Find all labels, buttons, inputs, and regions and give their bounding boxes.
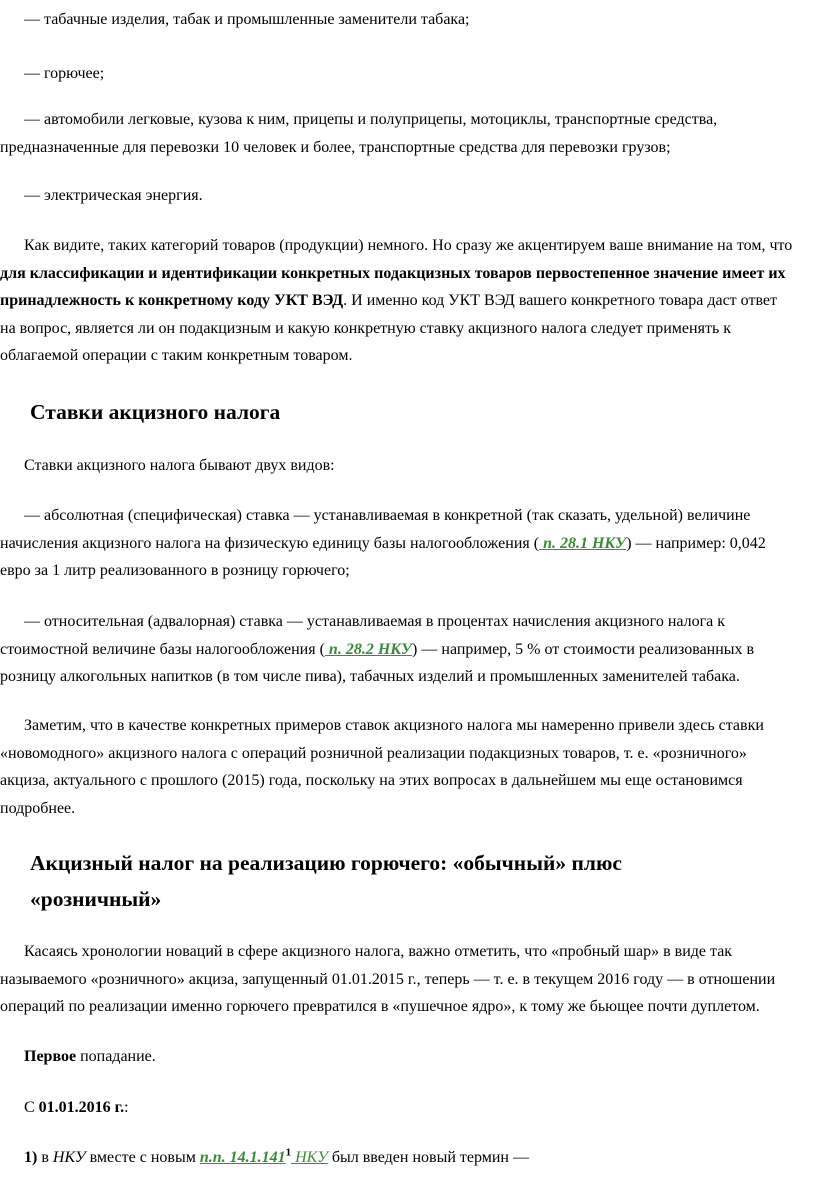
paragraph-text: — абсолютная (специфическая) ставка — устанавливаемая в конкретной (так сказать, удельной) величине [24,507,751,524]
paragraph-text: акциза, актуального с прошлого (2015) года, поскольку на этих вопросах в дальнейшем мы еще остановимся [0,772,743,789]
list-item-text: предназначенные для перевозки 10 человек и более, транспортные средства для перевозки грузов; [0,138,671,156]
paragraph-text: розницу алкогольных напитков (в том числе пива), табачных изделий и промышленных заменителей табака. [0,668,740,685]
paragraph-text: . И именно код УКТ ВЭД вашего конкретного товара даст ответ [343,292,777,309]
list-item-electricity [24,182,816,210]
list-item-text: — горючее; [24,65,105,82]
paragraph-text: С [24,1099,39,1116]
paragraph-text: попадание. [76,1048,156,1065]
heading-line: Акцизный налог на реализацию горючего: «обычный» плюс [30,851,622,875]
paragraph-first-hit [24,1043,816,1071]
paragraph-text: в [37,1149,53,1166]
paragraph-text: — относительная (адвалорная) ставка — устанавливаемая в процентах начисления акцизного налога к [24,613,726,630]
heading-line: «розничный» [30,887,162,911]
bold-emphasis: Первое [24,1048,77,1065]
list-item-text: — табачные изделия, табак и промышленные заменители табака; [24,11,470,28]
list-item-text: — электрическая энергия. [24,187,203,204]
paragraph-text: «новомодного» акцизного налога с операций розничной реализации подакцизных товаров, т. е. «розничного» [0,744,747,762]
paragraph-text: начисления акцизного налога на физическую единицу базы налогообложения ( [0,534,540,552]
heading-fuel-excise [30,845,622,917]
paragraph-chronology [0,938,816,1021]
item-number: 1) [24,1149,38,1166]
paragraph-text: Ставки акцизного налога бывают двух видов: [24,457,335,474]
date-bold: 01.01.2016 г. [38,1099,125,1116]
paragraph-text: евро за 1 литр реализованного в розницу горючего; [0,562,350,579]
paragraph-text: Касаясь хронологии новаций в сфере акцизного налога, важно отметить, что «пробный шар» в виде так [24,943,733,960]
list-item-fuel [24,60,816,88]
paragraph-text: называемого «розничного» акциза, запущенный 01.01.2015 г., теперь — т. е. в текущем 2016 году — в отношении [0,970,776,988]
list-item-text: — автомобили легковые, кузова к ним, прицепы и полуприцепы, мотоциклы, транспортные средства, [24,111,718,128]
paragraph-rates-intro [24,452,816,480]
paragraph-item-1 [24,1144,816,1172]
paragraph-intro [0,232,816,370]
list-item-absolute-rate [0,502,816,585]
paragraph-text: был введен новый термин — [327,1149,529,1166]
bold-emphasis: принадлежность к конкретному коду УКТ ВЭД [0,292,344,309]
paragraph-from-date [24,1094,816,1122]
paragraph-text: ) — например, 5 % от стоимости реализованных в [412,640,755,658]
bold-emphasis: для классификации и идентификации конкретных подакцизных товаров первостепенное значение имеет их [0,264,786,282]
link-nku-28-1[interactable]: п. 28.1 НКУ [539,534,627,552]
paragraph-text: подробнее. [0,799,76,817]
paragraph-text: облагаемой операции с таким конкретным товаром. [0,347,353,364]
link-nku[interactable]: НКУ [291,1149,328,1166]
paragraph-text: вместе с новым [85,1149,200,1166]
superscript: 1 [285,1146,292,1159]
paragraph-text: операций по реализации именно горючего превратился в «пушечное ядро», к тому же бьющее почти дуплетом. [0,998,760,1015]
list-item-vehicles [0,106,816,161]
link-nku-14-1-141[interactable]: п.п. 14.1.141 [199,1149,286,1166]
paragraph-text: на вопрос, является ли он подакцизным и какую конкретную ставку акцизного налога следует применять к [0,319,732,337]
list-item-tobacco [24,6,816,34]
paragraph-text: стоимостной величине базы налогообложения ( [0,640,325,658]
list-item-relative-rate [0,608,816,691]
paragraph-note [0,712,816,822]
paragraph-text: Заметим, что в качестве конкретных примеров ставок акцизного налога мы намеренно привели здесь ставки [24,717,764,734]
paragraph-text: Как видите, таких категорий товаров (продукции) немного. Но сразу же акцентируем ваше внимание на том, что [24,237,793,254]
paragraph-text: ) — например: 0,042 [626,534,766,552]
heading-excise-rates: Ставки акцизного налога [30,400,281,424]
abbr-nku: НКУ [52,1149,86,1166]
link-nku-28-2[interactable]: п. 28.2 НКУ [324,640,413,658]
paragraph-text: : [124,1099,129,1116]
